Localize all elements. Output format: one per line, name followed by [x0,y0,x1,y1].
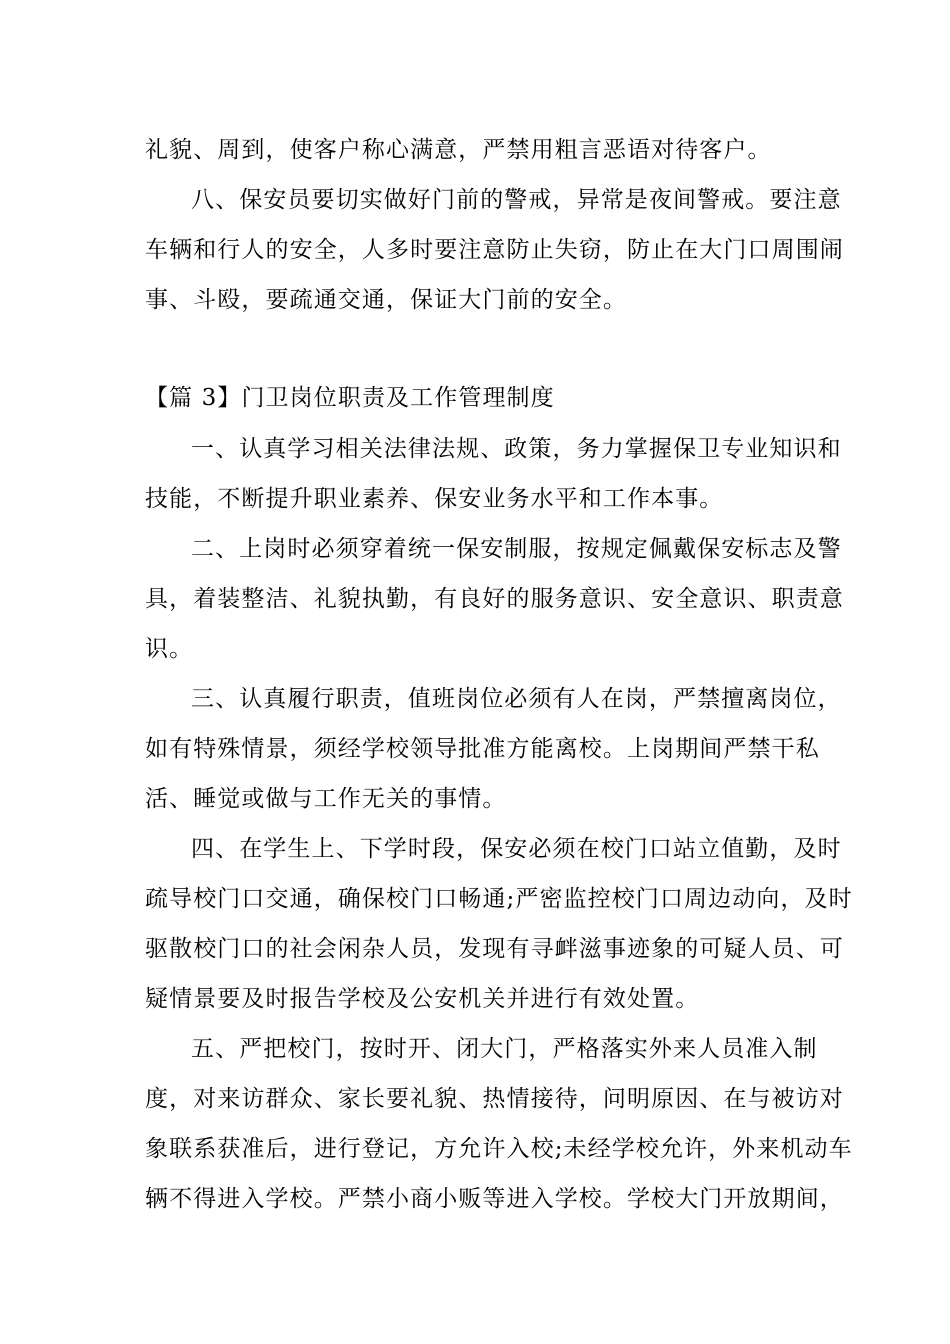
text-line: 事、斗殴，要疏通交通，保证大门前的安全。 [145,287,627,313]
text-line: 辆不得进入学校。严禁小商小贩等进入学校。学校大门开放期间， [145,1186,844,1212]
text-line: 活、睡觉或做与工作无关的事情。 [145,786,507,812]
text-line: 疑情景要及时报告学校及公安机关并进行有效处置。 [145,986,700,1012]
text-line: 一、认真学习相关法律法规、政策，务力掌握保卫专业知识和 [191,436,842,462]
text-line: 八、保安员要切实做好门前的警戒，异常是夜间警戒。要注意 [191,187,842,213]
text-line: 驱散校门口的社会闲杂人员，发现有寻衅滋事迹象的可疑人员、可 [145,936,844,962]
section-heading: 【篇 3】门卫岗位职责及工作管理制度 [145,385,555,411]
text-line: 二、上岗时必须穿着统一保安制服，按规定佩戴保安标志及警 [191,536,842,562]
text-line: 五、严把校门，按时开、闭大门，严格落实外来人员准入制 [191,1036,818,1062]
text-line: 识。 [145,636,194,662]
text-line: 礼貌、周到，使客户称心满意，严禁用粗言恶语对待客户。 [145,137,772,163]
text-line: 如有特殊情景，须经学校领导批准方能离校。上岗期间严禁干私 [145,736,820,762]
text-line: 四、在学生上、下学时段，保安必须在校门口站立值勤，及时 [191,836,842,862]
text-line: 疏导校门口交通，确保校门口畅通;严密监控校门口周边动向，及时 [145,886,853,912]
text-line: 度，对来访群众、家长要礼貌、热情接待，问明原因、在与被访对 [145,1086,844,1112]
text-line: 三、认真履行职责，值班岗位必须有人在岗，严禁擅离岗位， [191,686,842,712]
text-line: 技能，不断提升职业素养、保安业务水平和工作本事。 [145,486,724,512]
text-line: 具，着装整洁、礼貌执勤，有良好的服务意识、安全意识、职责意 [145,586,844,612]
text-line: 象联系获准后，进行登记，方允许入校;未经学校允许，外来机动车 [145,1136,853,1162]
text-line: 车辆和行人的安全，人多时要注意防止失窃，防止在大门口周围闹 [145,237,844,263]
